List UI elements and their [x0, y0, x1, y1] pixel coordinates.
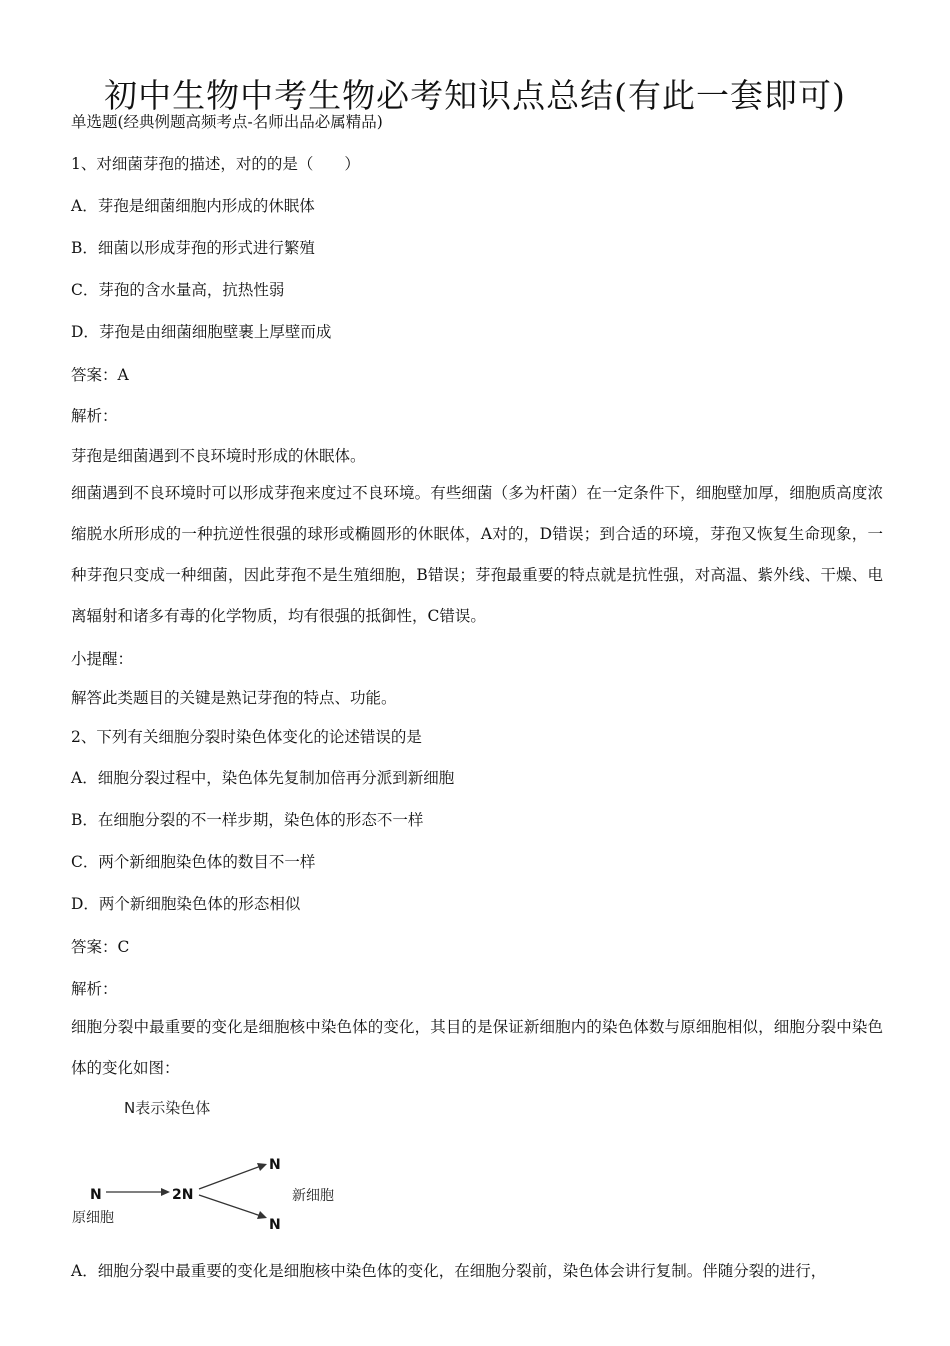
question-1-option-d: D．芽孢是由细菌细胞壁裹上厚壁而成: [71, 323, 332, 341]
question-1-tip-label: 小提醒：: [71, 650, 134, 668]
question-2-analysis-option-a: A．细胞分裂中最重要的变化是细胞核中染色体的变化，在细胞分裂前，染色体会讲行复制。伴随分裂的进行，: [71, 1262, 827, 1280]
question-1-option-b: B．细菌以形成芽孢的形式进行繁殖: [71, 239, 315, 257]
question-1-tip: 解答此类题目的关键是熟记芽孢的特点、功能。: [71, 689, 397, 707]
question-2-analysis-label: 解析：: [71, 980, 118, 998]
document-subtitle: 单选题(经典例题高频考点-名师出品必属精品): [71, 113, 383, 131]
question-1-answer: 答案：A: [71, 366, 129, 384]
diagram-end-bottom-label: N: [269, 1217, 281, 1233]
question-2-answer: 答案：C: [71, 938, 130, 956]
diagram-middle-label: 2N: [172, 1187, 194, 1203]
diagram-arrowhead-up: [257, 1163, 267, 1171]
question-2-option-a: A．细胞分裂过程中，染色体先复制加倍再分派到新细胞: [71, 769, 455, 787]
diagram-arrow-down: [199, 1195, 261, 1216]
question-2-stem: 2、下列有关细胞分裂时染色体变化的论述错误的是: [71, 728, 422, 746]
diagram-arrow-up: [199, 1166, 261, 1189]
question-1-option-c: C．芽孢的含水量高，抗热性弱: [71, 281, 285, 299]
question-2-option-d: D．两个新细胞染色体的形态相似: [71, 895, 301, 913]
diagram-caption: N表示染色体: [124, 1099, 211, 1117]
question-1-analysis-summary: 芽孢是细菌遇到不良环境时形成的休眠体。: [71, 447, 366, 465]
question-1-analysis-label: 解析：: [71, 407, 118, 425]
question-1-stem: 1、对细菌芽孢的描述，对的的是（ ）: [71, 155, 360, 173]
document-title: 初中生物中考生物必考知识点总结(有此一套即可): [104, 76, 846, 115]
question-1-option-a: A．芽孢是细菌细胞内形成的休眠体: [71, 197, 315, 215]
question-1-analysis-body: 细菌遇到不良环境时可以形成芽孢来度过不良环境。有些细菌（多为杆菌）在一定条件下，细胞壁加厚，细胞质高度浓缩脱水所形成的一种抗逆性很强的球形或椭圆形的休眠体，A对的，D错误；到合适的环境，芽孢又恢复生命现象，一种芽孢只变成一种细菌，因此芽孢不是生殖细胞，B错误；芽孢最重要的特点就是抗性强，对高温、紫外线、干燥、电离辐射和诸多有毒的化学物质，均有很强的抵御性，C错误。: [71, 484, 883, 625]
diagram-new-cell-label: 新细胞: [292, 1188, 334, 1204]
question-2-analysis-body: 细胞分裂中最重要的变化是细胞核中染色体的变化，其目的是保证新细胞内的染色体数与原细胞相似，细胞分裂中染色体的变化如图：: [71, 1018, 883, 1077]
diagram-end-top-label: N: [269, 1157, 281, 1173]
diagram-arrowhead-main: [161, 1188, 170, 1196]
question-2-option-b: B．在细胞分裂的不一样步期，染色体的形态不一样: [71, 811, 424, 829]
question-2-option-c: C．两个新细胞染色体的数目不一样: [71, 853, 316, 871]
diagram-origin-cell-label: 原细胞: [72, 1210, 114, 1226]
diagram-start-label: N: [90, 1187, 102, 1203]
diagram-arrowhead-down: [257, 1211, 267, 1219]
chromosome-division-diagram: [66, 1092, 356, 1242]
